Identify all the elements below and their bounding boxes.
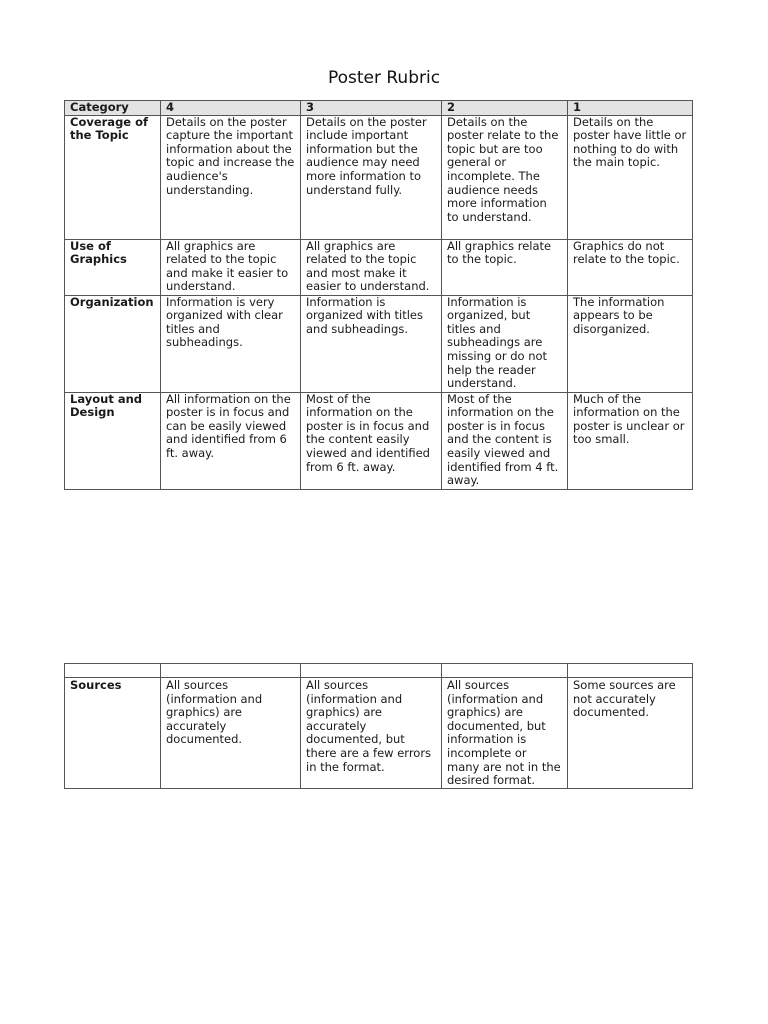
table-cell: Information is organized with titles and subheadings.	[301, 295, 442, 392]
header-score-2: 2	[442, 101, 568, 116]
table-header-row-blank	[65, 664, 693, 678]
table-row	[65, 239, 693, 295]
row-category: Coverage of the Topic	[65, 115, 161, 239]
row-category: Sources	[65, 678, 161, 789]
table-cell: Information is organized, but titles and subheadings are missing or do not help the reader understand.	[442, 295, 568, 392]
rubric-sources-table	[64, 663, 693, 789]
table-cell	[301, 664, 442, 678]
table-cell: Details on the poster capture the important information about the topic and increase the audience's understanding.	[161, 115, 301, 239]
header-score-4: 4	[161, 101, 301, 116]
table-cell: All sources (information and graphics) are accurately documented, but there are a few errors in the format.	[301, 678, 442, 789]
header-score-3: 3	[301, 101, 442, 116]
row-category: Use of Graphics	[65, 239, 161, 295]
page-title: Poster Rubric	[327, 68, 441, 88]
table-row	[65, 115, 693, 239]
table-cell: Some sources are not accurately documented.	[568, 678, 693, 789]
table-cell: All graphics relate to the topic.	[442, 239, 568, 295]
table-cell: Information is very organized with clear titles and subheadings.	[161, 295, 301, 392]
table-cell: All sources (information and graphics) are documented, but information is incomplete or many are not in the desired format.	[442, 678, 568, 789]
table-cell: The information appears to be disorganized.	[568, 295, 693, 392]
table-cell	[65, 664, 161, 678]
row-category: Layout and Design	[65, 392, 161, 489]
header-category: Category	[65, 101, 161, 116]
table-cell: Much of the information on the poster is unclear or too small.	[568, 392, 693, 489]
table-row	[65, 295, 693, 392]
table-cell: Details on the poster relate to the topic but are too general or incomplete. The audience needs more information to understand.	[442, 115, 568, 239]
table-cell: Graphics do not relate to the topic.	[568, 239, 693, 295]
table-cell: All sources (information and graphics) are accurately documented.	[161, 678, 301, 789]
table-cell	[442, 664, 568, 678]
table-row	[65, 678, 693, 789]
header-score-1: 1	[568, 101, 693, 116]
table-cell: Details on the poster include important information but the audience may need more information to understand fully.	[301, 115, 442, 239]
table-cell: Most of the information on the poster is in focus and the content easily viewed and identified from 6 ft. away.	[301, 392, 442, 489]
table-cell: All graphics are related to the topic and make it easier to understand.	[161, 239, 301, 295]
table-header-row	[65, 101, 693, 116]
table-cell: Most of the information on the poster is in focus and the content is easily viewed and identified from 4 ft. away.	[442, 392, 568, 489]
table-cell: Details on the poster have little or nothing to do with the main topic.	[568, 115, 693, 239]
table-row	[65, 392, 693, 489]
table-cell: All graphics are related to the topic and most make it easier to understand.	[301, 239, 442, 295]
table-cell	[568, 664, 693, 678]
row-category: Organization	[65, 295, 161, 392]
table-cell	[161, 664, 301, 678]
rubric-table	[64, 100, 693, 490]
table-cell: All information on the poster is in focus and can be easily viewed and identified from 6 ft. away.	[161, 392, 301, 489]
